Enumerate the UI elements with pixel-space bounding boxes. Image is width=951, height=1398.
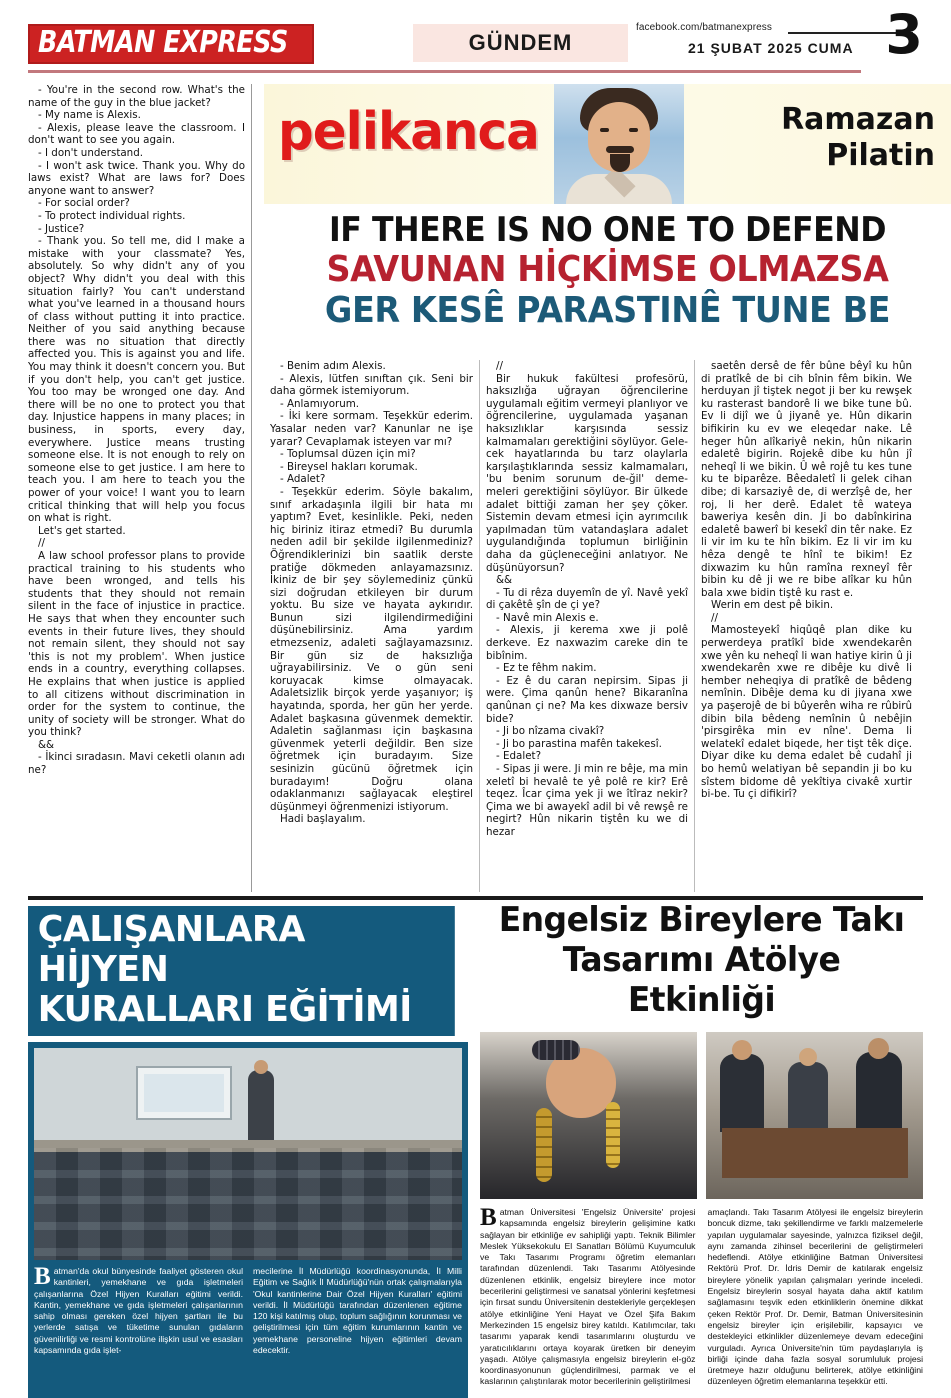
paragraph: // [496,360,503,372]
article-column-3 [694,360,918,892]
article-column-2-text [486,360,692,839]
page-number: 3 [885,3,923,66]
left-english-column [28,84,252,892]
paragraph: A law school professor plans to provide practical training to his students who have been wronged, and tells his students that they should not remain silent in the face of injustice in practice. He says that when they encounter such events in their future lives, they should not remain silent, they should not say 'this is not my problem'. When justice ends in a country, everything collapses. He explains that when justice is applied to all citizens without discrimination in order for the system to continue, the unity of society will be stronger. What do you think? [28,549,249,739]
newspaper-logo[interactable] [28,24,314,64]
paragraph: - Thank you. So tell me, did I make a mistake with your classmate? Yes, absolutely. So why didn't any of you object? Why didn't you deal with this situation fairly? You can't understand what you've learned in a thousand hours of class without putting it into practice. Neither of you said anything because there was no situation that directly affected you. This is against you and life. You may think it doesn't concern you. But if you don't help, you can't get justice. You too may be wronged one day. And there will be no one to protect you that day. Injustice happens in many places; in business, in sports, every day, everywhere. Justice means trusting someone else. It is not enough to rely on someone else to get justice. I am here to teach you. I am here to teach you the power of your voice! I want you to learn critical thinking that will help you focus on what is right. [28,235,249,525]
article-column-1-text [270,360,477,826]
bottom-right-paragraph-2: amaçlandı. Takı Tasarım Atölyesi ile engelsiz bireylerin boncuk dizme, takı şekillendirme ve farklı malzemelerle yapılan uygulamalar sayesinde, yalnızca fiziksel değil, aynı zamanda zihinsel becerilerini de geliştirmeleri hedeflendi. Atölye etkinliğine Batman Üniversitesi Rektörü Prof. Dr. İdris Demir de katılarak engelsiz bireylere yönelik yapılan çalışmaları yerinde inceledi. Engelsiz bireylerin sosyal hayata daha aktif katılım sağlamasını teşvik eden etkinliklerin önemine dikkat çeken Rektör Prof. Dr. Demir, Batman Üniversitesinin engelsiz bireyler için erişilebilir, kapsayıcı ve destekleyici etkinlikler düzenlemeye devam edeceğini vurguladı. Ayrıca Üniversite'nin tüm paydaşlarıyla iş birliği içinde daha fazla sosyal sorumluluk projesi üretmeye hazır olduğunu belirterek, atölye etkinliğini düzenleyen öğretim elemanlarına teşekkür etti. [707,1207,923,1387]
paragraph: - For social order? [38,197,130,210]
masthead [28,0,923,78]
section-tag-label: GÜNDEM [468,30,573,55]
paragraph: && [496,574,513,587]
paragraph: - Toplumsal düzen için mi? [280,448,416,461]
paragraph: - You're in the second row. What's the name of the guy in the blue jacket? [28,84,249,109]
article-column-3-text [701,360,916,801]
paragraph: - My name is Alexis. [38,109,141,122]
paragraph: Let's get started. [38,524,126,537]
bottom-left-text-column-1 [34,1263,243,1356]
bottom-right-headline-line1: Engelsiz Bireylere Takı [498,900,905,940]
newspaper-logo-text: BATMAN EXPRESS [38,25,288,60]
paragraph: - Ji bo parastina mafên takekesî. [496,737,662,750]
bottom-right-photo-2 [706,1032,923,1199]
paragraph: - Navê min Alexis e. [496,611,599,624]
bottom-right-headline [487,900,917,1020]
section-tag [413,24,628,62]
paragraph: // [711,611,718,624]
paragraph: - İkinci sıradasın. Mavi ceketli olanın adı ne? [28,751,249,777]
bottom-left-paragraph-2: mecilerine İl Müdürlüğü koordinasyonunda, İl Milli Eğitim ve Sağlık İl Müdürlüğü'nün ortak çalışmalarıyla 'Okul kantinlerine Dair Özel Hijyen Kuralları' eğitimi verildi. İl Müdürlüğü tarafından düzenlenen eğitime 120 kişi katılmış olup, toplum sağlığının korunması ve geliştirilmesi için tüm eğitim kurumlarının kantin ve yemekhane personeline hijyen eğitimleri devam edecektir. [253,1266,462,1356]
paragraph: - To protect individual rights. [38,209,186,222]
bottom-left-body [28,1042,468,1398]
masthead-rule [28,70,861,73]
article-body-columns [264,360,951,892]
bottom-left-article [28,906,468,1356]
columnist-name-first: Ramazan [781,102,935,137]
paragraph: - Bireysel hakları korumak. [280,460,418,473]
bottom-left-photo [34,1048,462,1260]
paragraph: - Ez ê du caran nepirsim. Sipas ji were. Çima qanûn hene? Bikaranîna qanûnan çi ne? Ma kes dixwaze bersiv bide? [486,674,692,725]
paragraph: - Tu di rêza duyemîn de yî. Navê yekî di çakêtê şîn de çi ye? [486,586,692,612]
paragraph: - Alexis, please leave the classroom. I don't want to see you again. [28,121,249,147]
paragraph: - İki kere sormam. Teşekkür ederim. Yasalar neden var? Kanunlar ne işe yarar? Cevaplamak isteyen var mı? [270,410,477,448]
bottom-left-headline [28,906,455,1036]
bottom-right-paragraph-1: Batman Üniversitesi 'Engelsiz Üniversite' projesi kapsamında engelsiz bireylerin gelişimine katkı sağlayan bir etkinliğe ev sahipliği yaptı. Teknik Bilimler Meslek Yüksekokulu El Sanatları Bölümü Kuyumculuk ve Takı Tasarımı Programı öğretim elemanları tarafından düzenlendi. Takı Tasarımı Atölyesinde düzenlenen etkinlik, engelsiz bireylere ince motor becerilerini geliştirmesi ve sanatsal yönlerini keşfetmesi için fırsat sundu Üniversitenin destekleriyle gerçekleşen atölye etkinliğine Yeni Hayat ve Özel Şifa Bakım Merkezinden 15 engelsiz birey katıldı. Katılımcılar, takı tasarımı yaparak kendi tasarımlarını oluşturdu ve yaratıcılıklarını ortaya koyarak üretken bir deneyim yaşadı. Atölye çalışmasıyla engelsiz bireylerin el-göz koordinasyonunun güçlendirilmesi, parmak ve el kaslarının çalıştırılarak motor becerilerinin geliştirilmesi [480,1204,696,1387]
headline-turkish: SAVUNAN HİÇKİMSE OLMAZSA [326,249,889,291]
paragraph: - Benim adım Alexis. [280,360,386,372]
dateline: 21 ŞUBAT 2025 CUMA [688,40,854,56]
paragraph: - Anlamıyorum. [280,397,360,410]
bottom-right-headline-line2: Tasarımı Atölye Etkinliği [562,940,841,1020]
paragraph: Werin em dest pê bikin. [711,599,834,612]
top-article [28,84,935,894]
paragraph: - Ji bo nîzama civakî? [496,725,605,738]
paragraph: Hadi başlayalım. [280,813,366,826]
bottom-right-photo-1 [480,1032,697,1199]
left-column-text [28,84,249,777]
headline-english: IF THERE IS NO ONE TO DEFEND [328,210,887,250]
article-headline [264,212,951,330]
columnist-name [705,102,935,174]
paragraph: saetên dersê de fêr bûne bêyî ku hûn di pratîkê de bi cih bînin fêm bikin. We herduyan jî tiştek negot ji ber ku rewşek ku rasterast bandorê li we bike tune bû. Ev li dijî we û jiyanê ye. Hûn dikarin bifikirin ku ev we eleqedar nake. Lê heger hûn alîkariyê nekin, hûn nikarin edaletê bigirin. Rojekê dibe ku hûn jî neheqî li we bikin. Û wê rojê tu kes tune ku te biparêze. Bêedaletî li gelek cihan dibe; di karsaziyê de, di werzîşê de, her roj, li her derê. Edalet tê wateya baweriya kesên din. Ji bo dabînkirina edaletê bawerî bi kesekî din têr nake. Ez li vir im ku te hîn bikim. Ez li vir im ku hêza dengê te hînî te bikim! Ez dixwazim ku hûn ramîna rexneyî fêr bibin ku dê ji we re bibe alîkar ku hûn bala xwe bidin tiştê ku rast e. [701,360,916,599]
paragraph: - Justice? [38,222,85,235]
columnist-banner [264,84,951,204]
column-brand-title: pelikanca [278,102,539,162]
bottom-left-headline-line2: KURALLARI EĞİTİMİ [37,989,412,1030]
paragraph: - Ez te fêhm nakim. [496,662,597,675]
columnist-name-last: Pilatin [826,138,935,173]
bottom-left-paragraph-1: Batman'da okul bünyesinde faaliyet gösteren okul kantinleri, yemekhane ve gıda işletmeleri çalışanlarına Özel Hijyen Kuralları eğitimi verildi. Kantin, yemekhane ve gıda işletmeleri çalışanlarının sahip olması gereken özel hijyen şartları ile bu yerlerde satışa ve tüketime sunulan gıdaların güvenilirliği ve resmi kontrolüne ilişkin usul ve esasları kapsamında gıda işlet- [34,1263,243,1356]
paragraph: Bir hukuk fakültesi profesörü, haksızlığa uğrayan öğrencilerine uygulamalı eğitim vermeyi planlıyor ve öğrencilerine, uygulamada yaşanan haksızlıklar karşısında sessiz kalmamaları gerektiğini söylüyor. Gele-cek hayatlarında bu tarz olaylarla karşılaştıklarında sessiz kalmamaları, 'bu benim sorunum de-ğil' deme-meleri gerektiğini söylüyor. Bir ülkede adalet bittiği zaman her şey çöker. Sistemin devam etmesi için ayrımcılık yapılmadan tüm vatandaşlara adalet uygulandığında toplumun birliğinin daha da güçleneceğini anlatıyor. Ne düşünüyorsun? [486,372,692,574]
social-link[interactable]: facebook.com/batmanexpress [636,22,773,33]
article-column-1 [264,360,479,892]
paragraph: - Alexis, ji kerema xwe ji polê derkeve. Ez naxwazim careke din te bibînim. [486,624,692,662]
bottom-left-headline-line1: ÇALIŞANLARA HİJYEN [37,909,305,990]
bottom-right-text-column-1 [480,1204,696,1388]
paragraph: - Adalet? [280,473,326,486]
bottom-right-text-column-2 [708,1207,924,1388]
bottom-left-text-column-2 [253,1266,462,1356]
columnist-portrait-photo [554,84,684,204]
bottom-right-photos [480,1032,923,1199]
headline-kurdish: GER KESÊ PARASTINÊ TUNE BE [324,290,891,332]
bottom-right-article [480,900,923,1387]
paragraph: - I won't ask twice. Thank you. Why do laws exist? What are laws for? Does anyone want to answer? [28,159,249,197]
article-column-2 [479,360,694,892]
paragraph: && [38,738,55,751]
paragraph: - Teşekkür ederim. Söyle bakalım, sınıf arkadaşınla ilgili bir hata mı yaptım? Evet, kesinlikle. Peki, neden hiç biriniz itiraz etmedi? Bu durumla neden adil bir şekilde ilgilenmediniz? Öğrendiklerinizi bin saatlik derste pratiğe dökmeden anlayamazsınız. İkiniz de bir şey söylemediniz çünkü sizi doğrudan etkileyen bir durum yoktu. Bu size ve hayata aykırıdır. Bunun sizi ilgilendirmediğini düşünebilirsiniz. Ama yardım etmezseniz, adaleti sağlayamazsınız. Bir gün siz de haksızlığa uğrayabilirsiniz. Ve o gün seni koruyacak kimse olmayacak. Adaletsizlik birçok yerde yaşanıyor; iş hayatında, sporda, her gün her yerde. Adalet başkasına güvenmek demektir. Adaletin sağlanması için başkasına güvenmek yeterli değildir. Ben size öğretmek için buradayım. Size sesinizin gücünü öğretmek için buradayım! Doğru olana odaklanmanızı sağlayacak eleştirel düşünmeyi öğrenmenizi istiyorum. [270,485,477,813]
paragraph: - Edalet? [496,750,542,763]
paragraph: - I don't understand. [38,146,144,159]
paragraph: - Sipas ji were. Ji min re bêje, ma min xeletî bi hevalê te yê polê re kir? Erê teqez. Îcar çima yek ji we îtîraz nekir? Çima we bi awayekî adil bi vê rewşê re negirt? Hûn nikarin tiştên ku we di hezar [486,763,692,838]
paragraph: Mamosteyekî hiqûqê plan dike ku perwerdeya pratîkî bide xwendekarên xwe yên ku neheqî li wan hatiye kirin û ji xwendekarên xwe re dibêje ku divê li hember neheqiya di pratîkê de bêdeng nemînin. Dibêje dema ku di jiyana xwe ya paşerojê de bi bûyerên wiha re rûbirû dibin bila bêdeng nemînin û nebêjin 'pirsgirêka min ev nîne'. Dema li welatekî edalet biqede, her tişt têk diçe. Diyar dike ku dema edalet bê cudahî ji bo hemû welatiyan bê sepandin ji bo ku sîstem bidome dê yekîtiya civakê xurtir bi-be. Tu çi difikirî? [701,624,916,801]
paragraph: - Alexis, lütfen sınıftan çık. Seni bir daha görmek istemiyorum. [270,372,477,398]
paragraph: // [38,537,45,550]
